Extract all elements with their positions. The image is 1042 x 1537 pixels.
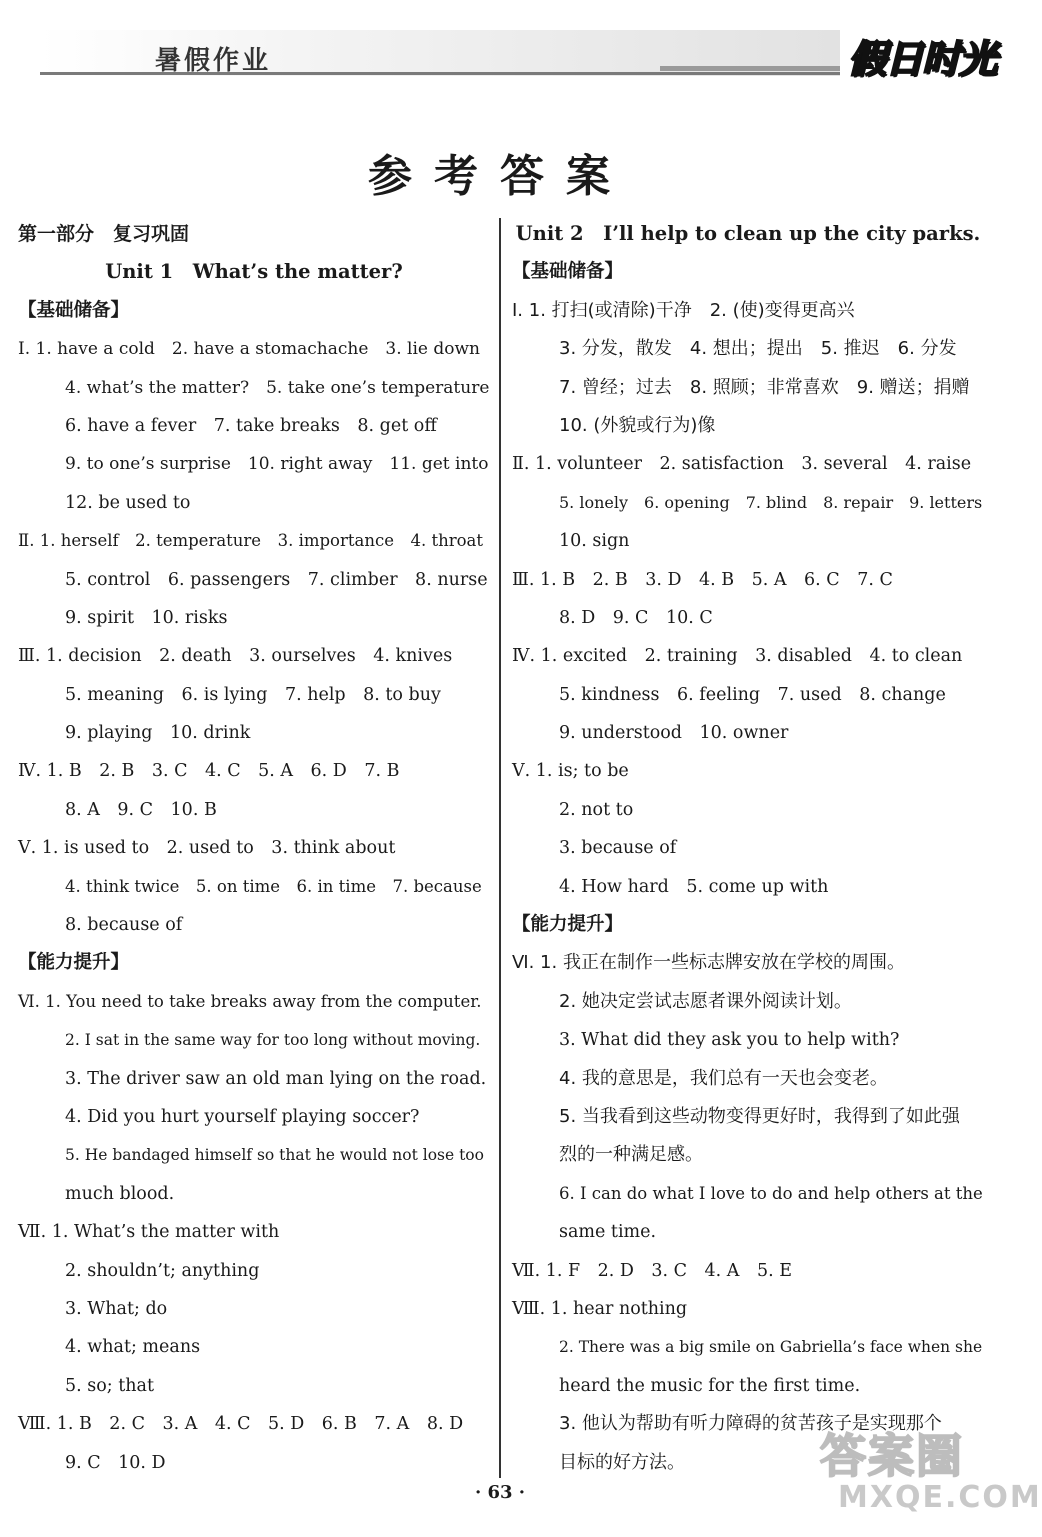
answer-line: Ⅲ. 1. B 2. B 3. D 4. B 5. A 6. C 7. C (512, 569, 893, 590)
answer-line: 7. 曾经；过去 8. 照顾；非常喜欢 9. 赠送；捐赠 (559, 376, 970, 398)
answer-line: Ⅳ. 1. excited 2. training 3. disabled 4. to clean (512, 646, 963, 667)
answer-line: 烈的一种满足感。 (559, 1144, 703, 1166)
answer-line: 3. What did they ask you to help with? (559, 1030, 900, 1051)
answer-line: same time. (559, 1222, 657, 1243)
section-heading: 【能力提升】 (18, 952, 130, 974)
answer-line: Ⅳ. 1. B 2. B 3. C 4. C 5. A 6. D 7. B (18, 761, 400, 782)
answer-line: 4. How hard 5. come up with (559, 876, 829, 897)
answer-line: 5. 当我看到这些动物变得更好时，我得到了如此强 (559, 1105, 960, 1127)
unit-heading: Unit 2 I’ll help to clean up the city parks. (515, 222, 981, 245)
answer-line: Ⅰ. 1. 打扫(或清除)干净 2. (使)变得更高兴 (512, 299, 855, 321)
answer-line: 8. because of (65, 915, 183, 936)
column-divider (499, 218, 501, 1478)
answer-line: Ⅱ. 1. herself 2. temperature 3. importance 4. throat (18, 531, 484, 551)
answer-line: 5. meaning 6. is lying 7. help 8. to buy (65, 684, 441, 705)
answer-line: 3. 分发，散发 4. 想出；提出 5. 推迟 6. 分发 (559, 338, 957, 360)
answer-line: 5. kindness 6. feeling 7. used 8. change (559, 684, 946, 705)
answer-line: Ⅷ. 1. hear nothing (512, 1298, 688, 1319)
watermark-text: 答案圈 (820, 1429, 964, 1483)
answer-line: 4. Did you hurt yourself playing soccer? (65, 1106, 420, 1127)
answer-line: Ⅴ. 1. is used to 2. used to 3. think about (18, 838, 396, 859)
watermark-url: MXQE.COM (838, 1480, 1042, 1515)
answer-line: 5. He bandaged himself so that he would not lose too (65, 1146, 484, 1165)
answer-line: Ⅵ. 1. 我正在制作一些标志牌安放在学校的周围。 (512, 952, 905, 974)
answer-line: 10. (外貌或行为)像 (559, 414, 716, 436)
answer-line: 9. understood 10. owner (559, 723, 789, 744)
answer-line: 8. D 9. C 10. C (559, 607, 713, 628)
section-heading: 【能力提升】 (512, 914, 624, 936)
answer-line: 6. have a fever 7. take breaks 8. get off (65, 415, 437, 436)
answer-line: 3. 他认为帮助有听力障碍的贫苦孩子是实现那个 (559, 1413, 942, 1435)
answer-line: 9. playing 10. drink (65, 723, 251, 744)
answer-line: heard the music for the first time. (559, 1375, 861, 1396)
right-column (512, 215, 984, 1482)
answer-line: 2. I sat in the same way for too long without moving. (65, 1031, 481, 1050)
answer-line: 10. sign (559, 531, 630, 552)
answer-line: 9. C 10. D (65, 1452, 166, 1473)
section-heading: 【基础储备】 (512, 261, 624, 283)
answer-line: 9. spirit 10. risks (65, 607, 228, 628)
page-number: · 63 · (474, 1482, 526, 1503)
answer-line: 4. 我的意思是，我们总有一天也会变老。 (559, 1067, 888, 1089)
answer-line: Ⅰ. 1. have a cold 2. have a stomachache 3. lie down (18, 339, 480, 360)
answer-line: 4. think twice 5. on time 6. in time 7. because (65, 876, 482, 896)
header-rule-accent (660, 66, 840, 71)
answer-line: 8. A 9. C 10. B (65, 799, 217, 820)
brand-logo: 假日时光 (848, 37, 997, 81)
answer-line: 3. because of (559, 838, 677, 859)
answer-line: Ⅵ. 1. You need to take breaks away from the computer. (18, 991, 482, 1011)
answer-line: 2. There was a big smile on Gabriella’s face when she (559, 1338, 983, 1357)
left-column (18, 215, 490, 1482)
answer-line: Ⅲ. 1. decision 2. death 3. ourselves 4. knives (18, 646, 453, 667)
answer-line: much blood. (65, 1183, 175, 1204)
answer-line: 6. I can do what I love to do and help others at the (559, 1183, 983, 1203)
answer-line: Ⅴ. 1. is; to be (512, 761, 629, 782)
answer-line: 目标的好方法。 (559, 1451, 685, 1473)
answer-line: Ⅱ. 1. volunteer 2. satisfaction 3. several 4. raise (512, 454, 972, 475)
answer-line: 12. be used to (65, 492, 191, 513)
answer-line: 5. control 6. passengers 7. climber 8. nurse (65, 569, 488, 590)
part-heading: 第一部分 复习巩固 (18, 223, 190, 245)
answer-line: 3. The driver saw an old man lying on the road. (65, 1068, 487, 1089)
answer-line: 5. lonely 6. opening 7. blind 8. repair 9. letters (559, 492, 983, 512)
answer-line: Ⅶ. 1. F 2. D 3. C 4. A 5. E (512, 1260, 792, 1281)
section-heading: 【基础储备】 (18, 299, 130, 321)
watermark-logo (820, 1420, 1042, 1530)
answer-line: 2. shouldn’t; anything (65, 1260, 260, 1281)
page-title: 参考答案 (368, 151, 632, 202)
answer-line: 2. not to (559, 799, 634, 820)
answer-line: 3. What; do (65, 1298, 168, 1319)
answer-line: 5. so; that (65, 1375, 155, 1396)
answer-line: Ⅷ. 1. B 2. C 3. A 4. C 5. D 6. B 7. A 8. D (18, 1414, 464, 1435)
unit-heading: Unit 1 What’s the matter? (105, 260, 403, 284)
answer-line: 4. what’s the matter? 5. take one’s temperature (65, 377, 490, 398)
answer-line: 4. what; means (65, 1337, 201, 1358)
answer-line: Ⅶ. 1. What’s the matter with (18, 1222, 280, 1243)
answer-line: 2. 她决定尝试志愿者课外阅读计划。 (559, 990, 852, 1012)
answer-line: 9. to one’s surprise 10. right away 11. get into (65, 454, 489, 475)
header-title: 暑假作业 (155, 46, 272, 76)
